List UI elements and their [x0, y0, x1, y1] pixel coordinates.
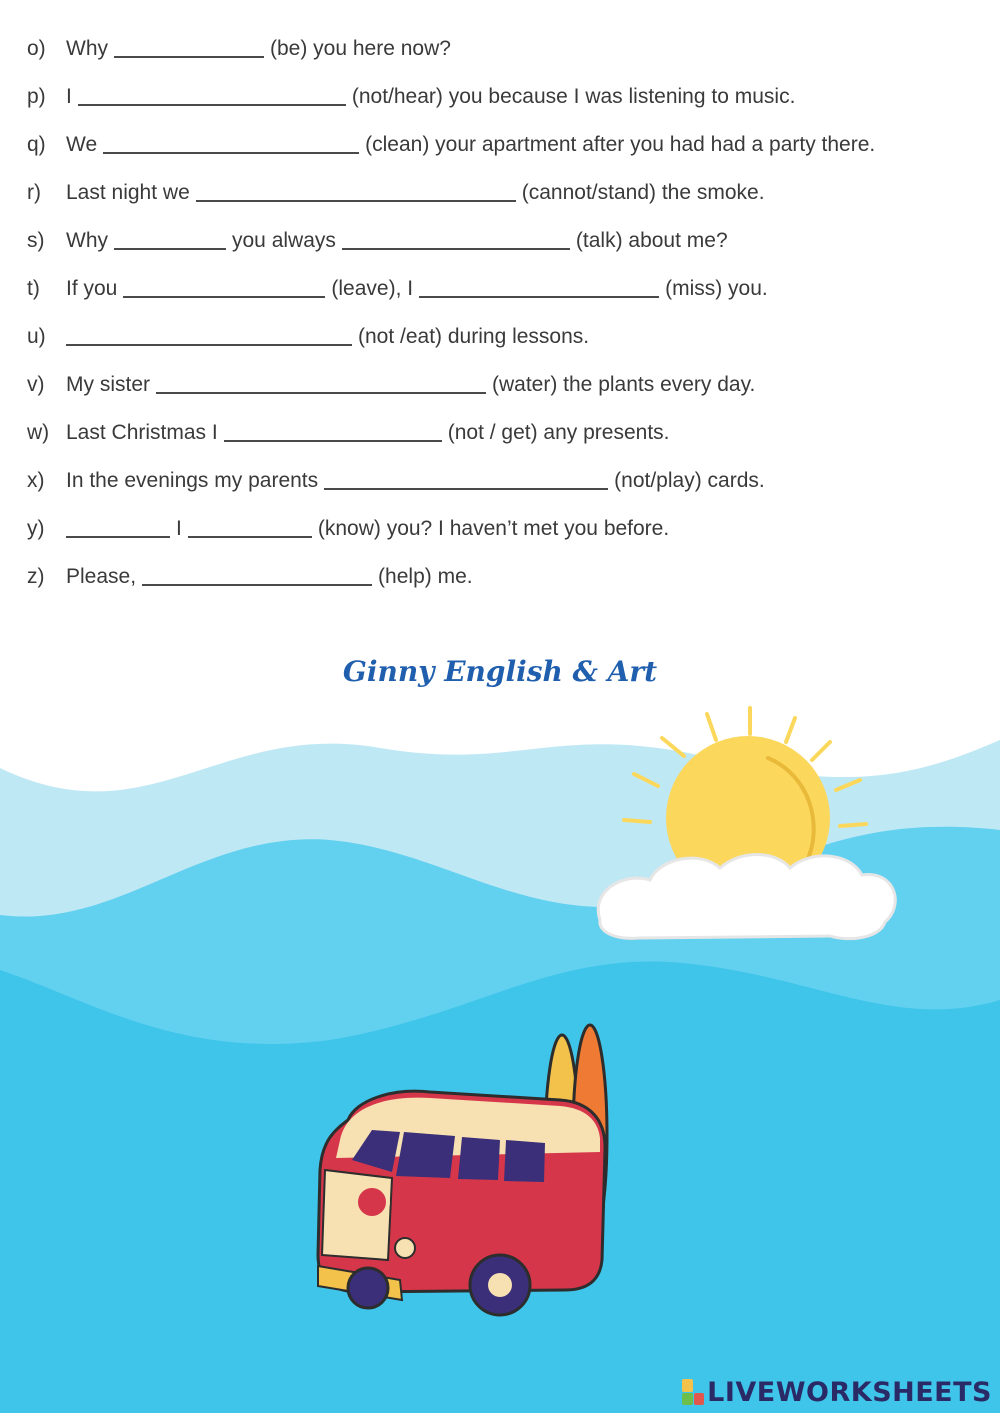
exercise-letter: o) [27, 37, 46, 60]
exercise-text [66, 418, 670, 448]
exercise-text [66, 562, 473, 592]
exercise-letter: q) [27, 133, 46, 156]
exercise-fragment: I [176, 517, 182, 540]
answer-blank[interactable] [66, 536, 170, 538]
exercise-text [66, 466, 765, 496]
exercise-fragment: Please, [66, 565, 137, 588]
exercise-text [66, 370, 755, 400]
exercise-letter: u) [27, 325, 46, 348]
exercise-fragment: (not / get) any presents. [447, 421, 670, 444]
exercise-letter: t) [27, 277, 40, 300]
exercise-fragment: I [66, 85, 72, 108]
answer-blank[interactable] [196, 200, 516, 202]
exercise-fragment: you always [232, 229, 336, 252]
exercise-letter: w) [27, 421, 50, 444]
exercise-text [66, 274, 768, 304]
exercise-fragment: (know) you? I haven’t met you before. [317, 517, 670, 540]
exercise-letter: s) [27, 229, 45, 252]
answer-blank[interactable] [114, 248, 226, 250]
exercise-text [66, 130, 875, 160]
exercise-fragment: Why [66, 229, 108, 252]
exercise-text [66, 226, 728, 256]
exercise-fragment: (be) you here now? [270, 37, 451, 60]
exercise-fragment: We [66, 133, 98, 156]
exercise-fragment: Why [66, 37, 108, 60]
exercise-text [66, 178, 765, 208]
answer-blank[interactable] [142, 584, 372, 586]
exercise-letter: z) [27, 565, 45, 588]
exercise-fragment: (leave), I [331, 277, 414, 300]
exercise-fragment: (cannot/stand) the smoke. [521, 181, 765, 204]
exercise-text [66, 514, 669, 544]
logo-badge-icon [682, 1379, 704, 1405]
answer-blank[interactable] [66, 344, 352, 346]
answer-blank[interactable] [123, 296, 325, 298]
exercise-letter: p) [27, 85, 46, 108]
liveworksheets-logo [682, 1375, 992, 1409]
answer-blank[interactable] [342, 248, 570, 250]
exercise-fragment: (water) the plants every day. [492, 373, 756, 396]
exercise-letter: y) [27, 517, 45, 540]
answer-blank[interactable] [224, 440, 442, 442]
answer-blank[interactable] [78, 104, 346, 106]
exercise-fragment: (not/play) cards. [614, 469, 765, 492]
beach-illustration [0, 700, 1000, 1413]
exercise-fragment: In the evenings my parents [66, 469, 319, 492]
brand-title: Ginny English & Art [342, 655, 658, 688]
answer-blank[interactable] [188, 536, 312, 538]
exercise-letter: x) [27, 469, 45, 492]
exercise-fragment: Last Christmas I [66, 421, 218, 444]
answer-blank[interactable] [114, 56, 264, 58]
exercise-fragment: If you [66, 277, 118, 300]
answer-blank[interactable] [156, 392, 486, 394]
exercise-text [66, 322, 589, 352]
exercise-text [66, 34, 451, 64]
exercise-fragment: (miss) you. [665, 277, 768, 300]
answer-blank[interactable] [419, 296, 659, 298]
exercise-text [66, 82, 795, 112]
exercise-fragment: (talk) about me? [575, 229, 728, 252]
exercise-letter: r) [27, 181, 41, 204]
logo-text: LIVEWORKSHEETS [707, 1376, 992, 1408]
answer-blank[interactable] [103, 152, 359, 154]
exercise-fragment: My sister [66, 373, 150, 396]
exercise-fragment: (not /eat) during lessons. [358, 325, 590, 348]
exercise-fragment: (clean) your apartment after you had had a party there. [365, 133, 876, 156]
exercise-fragment: (help) me. [378, 565, 473, 588]
answer-blank[interactable] [324, 488, 608, 490]
exercise-fragment: Last night we [66, 181, 190, 204]
exercise-letter: v) [27, 373, 45, 396]
exercise-fragment: (not/hear) you because I was listening to music. [351, 85, 796, 108]
